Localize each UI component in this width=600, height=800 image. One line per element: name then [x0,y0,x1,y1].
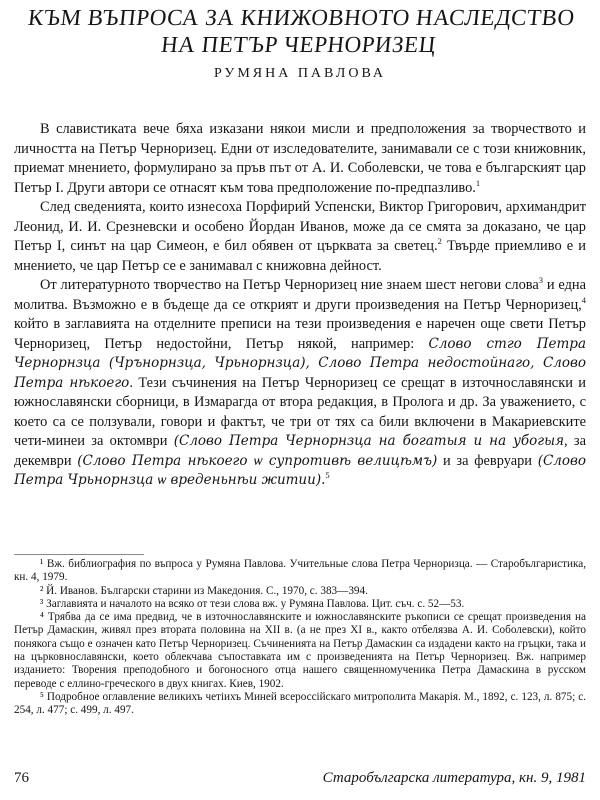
footnote-ref-2[interactable]: 2 [437,236,442,247]
footnote-1: ¹ Вж. библиография по въпроса у Румяна Павлова. Учительные слова Петра Черноризца. — Старобългаристика, кн. 4, 1979. [14,558,586,584]
slavonic-title-quote: (Слово Петра Чрьнорнзца ѡ вреденьнѣи житии). [14,452,587,488]
footnote-5: ⁵ Подробное оглавление великихъ четіихъ Миней всероссійскаго митрополита Макарія. М., 1892, с. 123, л. 875; с. 254, л. 477; с. 499, л. 497. [14,690,586,717]
author-name: РУМЯНА ПАВЛОВА [213,66,387,81]
paragraph-1: В славистиката вече бяха изказани някои мисли и предположения за творчеството и личността на Петър Черноризец. Едни от изследователите, занимавали се с този книжовник, приемат мнението, формулирано за пръв път от А. И. Соболевски, че това е българският цар Петър I. Други автори се отнасят към това предположение по-предпазливо.$^1$ [14,121,586,196]
footnote-ref-1[interactable]: 1 [475,177,481,188]
footnote-ref-5[interactable]: 5 [325,470,330,481]
paragraph-3: От литературното творчество на Петър Черноризец ние знаем шест негови слова$^3$ и една молитва. Възможно е в бъдеще да се открият и други произведения на Петър Черноризец,$^4$ който в заглавията на отделните преписи на тези произведения е наречен още свети Петър Черноризец, Петър недостойни, Петър някой, например: Слово стго Петра Чернорнзца (Чрънорнзца, Чрьнорнзца), Слово Петра недостойнаго, Слово Петра нѣкоего. Тези съчинения на Петър Черноризец се срещат в източнославянски и южнославянски сборници, в Измарагда от втора редакция, в Пролога и др. За уважението, с което са се ползували, говори и фактът, че три от тях са били включени в Макариевските чети-минеи за октомври (Слово Петра Чернорнзца на богатыя и на убогыя, за декември (Слово Петра нѣкоего ѡ супротивѣ велицѣмъ) и за февруари (Слово Петра Чрьнорнзца ѡ вреденьнѣи житии).$^5$ [14,275,587,488]
footnote-2: ² Й. Иванов. Български старини из Македония. С., 1970, с. 383—394. [40,584,368,597]
article-body [14,120,586,491]
footnotes [14,558,586,718]
footnote-3: ³ Заглавията и началото на всяко от тези слова вж. у Румяна Павлова. Цит. съч. с. 52—53. [40,597,465,610]
slavonic-title-quote: Слово стго Петра Чернорнзца (Чрънорнзца, Чрьнорнзца), Слово Петра недостойнаго, Слово Петра нѣкоего [14,335,586,391]
slavonic-title-quote: (Слово Петра нѣкоего ѡ супротивѣ велицѣмъ) [77,452,438,469]
title-line-2: НА ПЕТЪР ЧЕРНОРИЗЕЦ [159,32,438,57]
footnote-ref-3[interactable]: 3 [538,275,544,286]
paragraph-2: След сведенията, които изнесоха Порфирий Успенски, Виктор Григорович, архимандрит Леонид, И. И. Срезневски и особено Йордан Иванов, може да се смята за доказано, че цар Петър I, синът на цар Симеон, е бил обявен от църквата за светец.$^2$ Твърде приемливо е и мнението, че цар Петър се е занимавал с книжовна дейност. [14,199,586,274]
page-number: 76 [14,770,29,786]
footnote-divider [14,554,144,555]
page-footer [14,770,586,792]
journal-citation: Старобългарска литература, кн. 9, 1981 [322,770,586,786]
footnote-ref-4[interactable]: 4 [581,294,586,305]
footnote-4: ⁴ Трябва да се има предвид, че в източнославянските и южнославянските ръкописи се срещат произведения на Петър Дамаскин, живял през втората половина на XII в. (а не през XI в., както отбелязва А. И. Соболевски), който понякога също е означен като Петър Черноризец. Съчиненията на Петър Дамаскин са издадени както на гръцки, така и на църковнославянски, което облекчава съпоставката им с произведенията на Петър Черноризец. Вж. например изданието: Творения преподобного и богоносного отца нашего священномученика Петра Дамаскина в русском переводе с еллино-греческого в двух книгах. Киев, 1902. [14,611,586,690]
title-line-1: КЪМ ВЪПРОСА ЗА КНИЖОВНОТО НАСЛЕДСТВО [26,5,576,30]
slavonic-title-quote: (Слово Петра Чернорнзца на богатыя и на убогыя [173,433,565,449]
article-title [0,4,600,58]
